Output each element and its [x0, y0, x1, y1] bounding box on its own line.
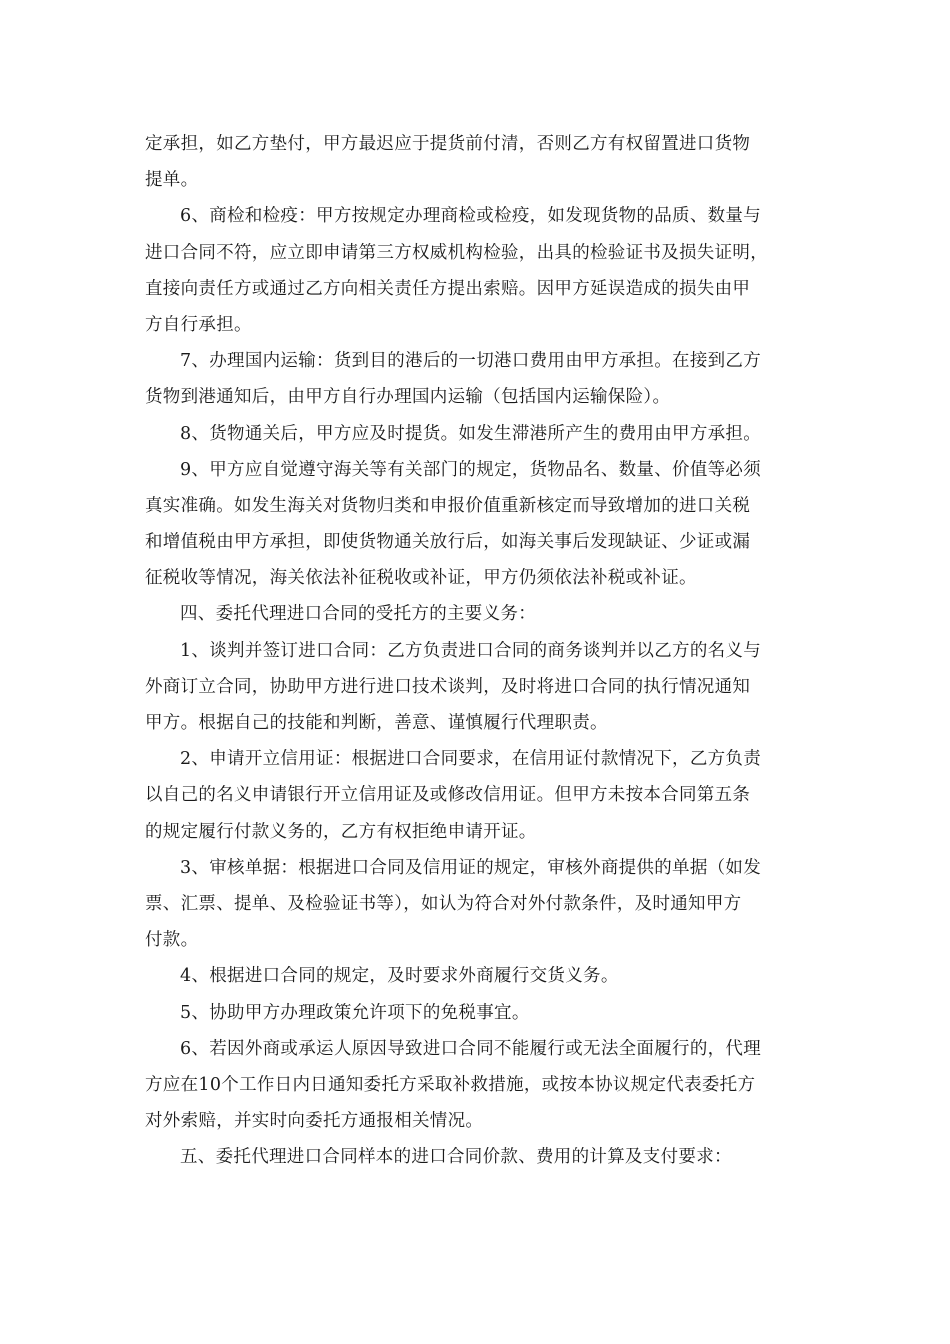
paragraph-4-delivery: 4、根据进口合同的规定，及时要求外商履行交货义务。	[180, 966, 619, 987]
section-4-heading: 四、委托代理进口合同的受托方的主要义务：	[180, 604, 536, 625]
paragraph-6-inspection: 6、商检和检疫：甲方按规定办理商检或检疫，如发现货物的品质、数量与	[180, 206, 762, 227]
text-line: 直接向责任方或通过乙方向相关责任方提出索赔。因甲方延误造成的损失由甲	[145, 278, 751, 299]
text-line: 方应在10个工作日内日通知委托方采取补救措施，或按本协议规定代表委托方	[145, 1074, 756, 1095]
paragraph-6-remedy: 6、若因外商或承运人原因导致进口合同不能履行或无法全面履行的，代理	[180, 1038, 762, 1059]
text-line: 征税收等情况，海关依法补征税收或补证，甲方仍须依法补税或补证。	[145, 568, 697, 589]
text-line: 外商订立合同，协助甲方进行进口技术谈判，及时将进口合同的执行情况通知	[145, 676, 751, 697]
paragraph-7-domestic-transport: 7、办理国内运输：货到目的港后的一切港口费用由甲方承担。在接到乙方	[180, 351, 762, 372]
text-line: 以自己的名义申请银行开立信用证及或修改信用证。但甲方未按本合同第五条	[145, 785, 751, 806]
paragraph-8-pickup: 8、货物通关后，甲方应及时提货。如发生滞港所产生的费用由甲方承担。	[180, 423, 762, 444]
paragraph-9-customs: 9、甲方应自觉遵守海关等有关部门的规定，货物品名、数量、价值等必须	[180, 459, 762, 480]
document-body	[145, 126, 810, 1175]
text-line: 和增值税由甲方承担，即使货物通关放行后，如海关事后发现缺证、少证或漏	[145, 532, 751, 553]
text-line: 方自行承担。	[145, 314, 252, 335]
text-line: 甲方。根据自己的技能和判断，善意、谨慎履行代理职责。	[145, 713, 608, 733]
text-line: 进口合同不符，应立即申请第三方权威机构检验，出具的检验证书及损失证明，	[145, 242, 768, 263]
paragraph-2-letter-of-credit: 2、申请开立信用证：根据进口合同要求，在信用证付款情况下，乙方负责	[180, 749, 762, 770]
text-line: 付款。	[145, 930, 199, 951]
text-line: 对外索赔，并实时向委托方通报相关情况。	[145, 1111, 484, 1132]
text-line: 真实准确。如发生海关对货物归类和申报价值重新核定而导致增加的进口关税	[145, 495, 751, 516]
paragraph-5-tax-exemption: 5、协助甲方办理政策允许项下的免税事宜。	[180, 1002, 530, 1023]
section-5-heading: 五、委托代理进口合同样本的进口合同价款、费用的计算及支付要求：	[180, 1147, 732, 1168]
text-line: 票、汇票、提单、及检验证书等），如认为符合对外付款条件，及时通知甲方	[145, 893, 742, 914]
paragraph-1-negotiation: 1、谈判并签订进口合同：乙方负责进口合同的商务谈判并以乙方的名义与	[180, 640, 762, 661]
text-line: 提单。	[145, 170, 199, 191]
text-line: 定承担，如乙方垫付，甲方最迟应于提货前付清，否则乙方有权留置进口货物	[145, 134, 751, 154]
text-line: 的规定履行付款义务的，乙方有权拒绝申请开证。	[145, 821, 537, 842]
paragraph-3-document-review: 3、审核单据：根据进口合同及信用证的规定，审核外商提供的单据（如发	[180, 857, 762, 878]
text-line: 货物到港通知后，由甲方自行办理国内运输（包括国内运输保险）。	[145, 387, 671, 408]
